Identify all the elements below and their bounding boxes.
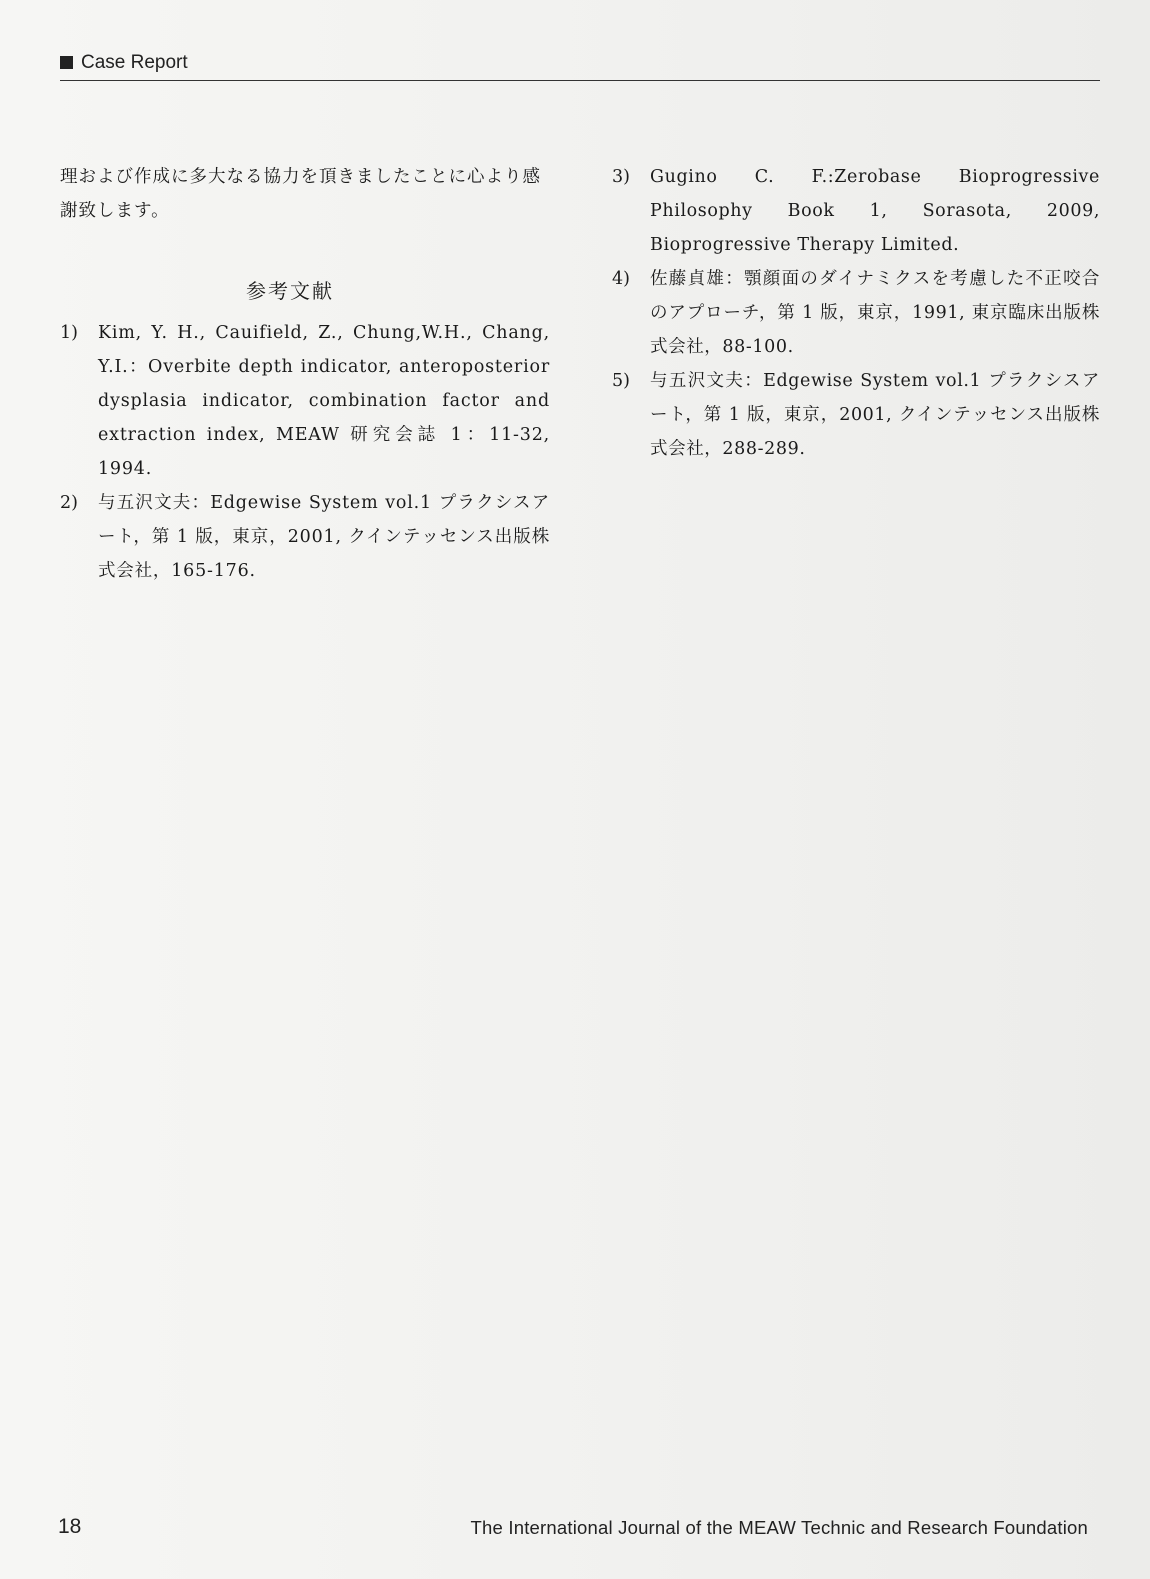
reference-number: 2) (60, 493, 78, 513)
reference-number: 1) (60, 323, 78, 343)
reference-text: 与五沢文夫：Edgewise System vol.1 プラクシスアート，第 1 版，東京，2001, クインテッセンス出版株式会社，288-289. (650, 371, 1100, 459)
right-column (612, 160, 1100, 466)
reference-number: 3) (612, 167, 630, 187)
reference-text: Kim, Y. H., Cauifield, Z., Chung,W.H., Chang, Y.I.：Overbite depth indicator, anteroposterior dysplasia indicator, combination factor and extraction index, MEAW 研究会誌 1：11-32, 1994. (98, 323, 550, 479)
left-column (60, 160, 550, 588)
page-number: 18 (58, 1515, 82, 1538)
reference-item (612, 364, 1100, 466)
acknowledgement-paragraph: 理および作成に多大なる協力を頂きましたことに心より感謝致します。 (60, 167, 541, 221)
reference-number: 5) (612, 371, 630, 391)
reference-item (612, 262, 1100, 364)
journal-name: The International Journal of the MEAW Technic and Research Foundation (470, 1517, 1088, 1538)
page-header (60, 50, 1100, 81)
reference-text: 与五沢文夫：Edgewise System vol.1 プラクシスアート，第 1 版，東京，2001, クインテッセンス出版株式会社，165-176. (98, 493, 550, 581)
references-heading: 参考文献 (246, 279, 334, 303)
reference-number: 4) (612, 269, 630, 289)
reference-text: 佐藤貞雄：顎顔面のダイナミクスを考慮した不正咬合のアプローチ，第 1 版，東京，1991, 東京臨床出版株式会社，88-100. (650, 269, 1100, 357)
reference-item (60, 486, 550, 588)
section-label: Case Report (81, 52, 188, 73)
reference-text: Gugino C. F.:Zerobase Bioprogressive Philosophy Book 1, Sorasota, 2009, Bioprogressive Therapy Limited. (650, 167, 1100, 255)
reference-item (60, 316, 550, 486)
square-bullet-icon (60, 56, 73, 69)
reference-item (612, 160, 1100, 262)
